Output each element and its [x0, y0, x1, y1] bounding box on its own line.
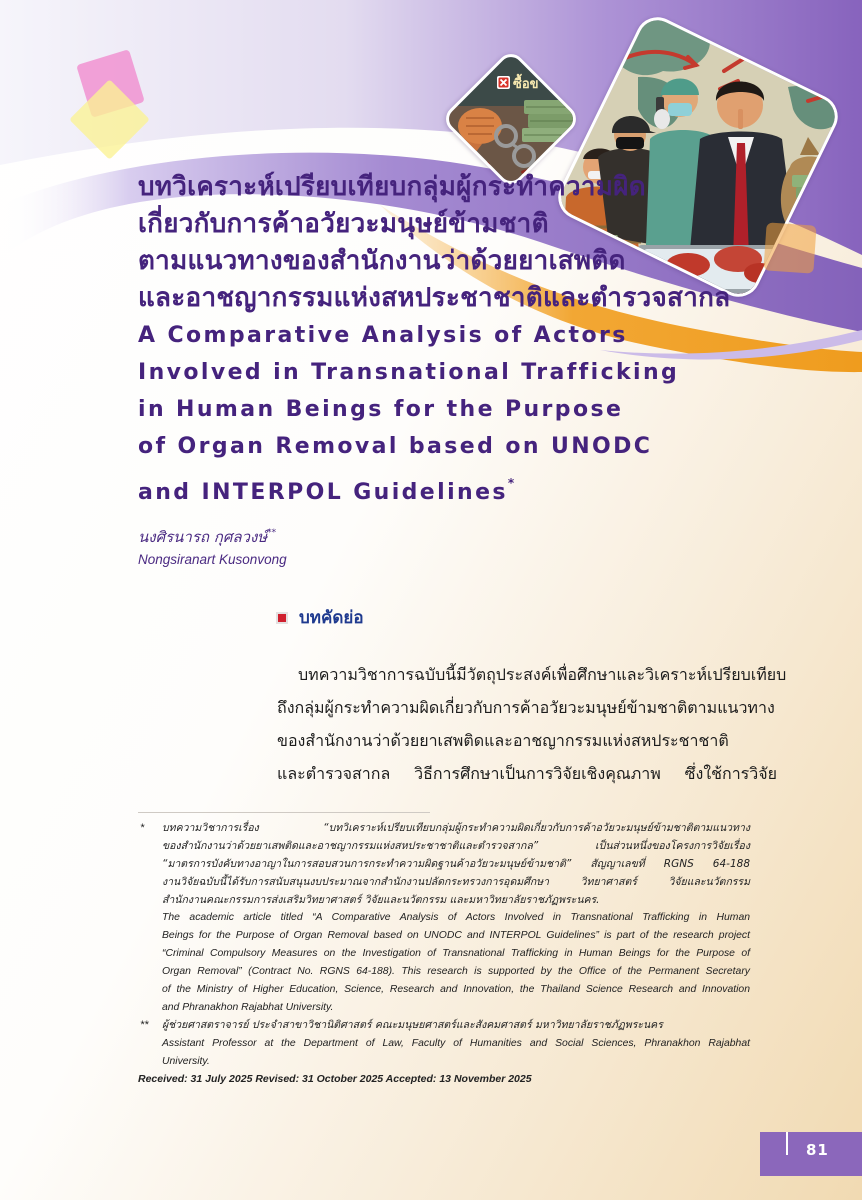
title-english-line-last [138, 465, 730, 505]
abstract-line: ถึงกลุ่มผู้กระทำความผิดเกี่ยวกับการค้าอวัยวะมนุษย์ข้ามชาติตามแนวทาง [277, 698, 775, 717]
abstract-line: และตำรวจสากล วิธีการศึกษาเป็นการวิจัยเชิงคุณภาพ ซึ่งใช้การวิจัย [277, 764, 777, 783]
footnote-marker: ** [140, 1018, 149, 1031]
abstract-heading: บทคัดย่อ [299, 608, 364, 628]
footnote-line: Assistant Professor at the Department of Law, Faculty of Humanities and Social Sciences, Phranakhon Rajabhat [162, 1037, 750, 1049]
footnote-line: งานวิจัยฉบับนี้ได้รับการสนับสนุนงบประมาณจากสำนักงานปลัดกระทรวงการอุดมศึกษา วิทยาศาสตร์ วิจัยและนวัตกรรม [162, 875, 750, 888]
footnote-line: and Phranakhon Rajabhat University. [162, 1001, 334, 1013]
title-english-line: Involved in Transnational Trafficking [138, 360, 680, 385]
image-lettering: ซื้อข [513, 77, 539, 92]
page-number-divider [786, 1132, 788, 1155]
footnote-line: สำนักงานคณะกรรมการส่งเสริมวิทยาศาสตร์ วิจัยและนวัตกรรม และมหาวิทยาลัยราชภัฏพระนคร. [162, 893, 600, 906]
red-square-bullet-icon [276, 612, 288, 624]
finger-on-lips [738, 109, 743, 129]
decorative-orange-square [763, 222, 816, 273]
title-english-line: in Human Beings for the Purpose [138, 397, 624, 422]
title-thai-line: บทวิเคราะห์เปรียบเทียบกลุ่มผู้กระทำความผิด [138, 172, 646, 202]
title-thai-line: เกี่ยวกับการค้าอวัยวะมนุษย์ข้ามชาติ [138, 209, 549, 239]
author-footnote-mark[interactable]: ** [267, 528, 277, 538]
abstract-line: บทความวิชาการฉบับนี้มีวัตถุประสงค์เพื่อศึกษาและวิเคราะห์เปรียบเทียบ [298, 665, 787, 684]
footnote-marker: * [140, 822, 145, 834]
footnote-line: Organ Removal” (Contract No. RGNS 64-188). This research is supported by the Office of the Permanent Secretary [162, 966, 750, 978]
page-number: 81 [806, 1141, 829, 1159]
author-name-thai [138, 523, 276, 547]
author-thai-text: นงศิรนารถ กุศลวงษ์ [138, 528, 268, 546]
footnote-separator [138, 812, 430, 813]
title-english-line: A Comparative Analysis of Actors [138, 323, 628, 348]
article-title [138, 169, 731, 505]
footnote-line: “Criminal Compulsory Measures on the Investigation of Transnational Trafficking in Human Beings for the Purpose of [162, 948, 750, 960]
title-footnote-mark[interactable]: * [507, 476, 515, 490]
footnote-line: University. [162, 1055, 210, 1067]
footnote-line: ผู้ช่วยศาสตราจารย์ ประจำสาขาวิชานิติศาสตร์ คณะมนุษยศาสตร์และสังคมศาสตร์ มหาวิทยาลัยราชภัฏพระนคร [162, 1018, 663, 1031]
footnote-line: Beings for the Purpose of Organ Removal based on UNODC and INTERPOL Guidelines” is part of the research project [162, 930, 750, 942]
title-english-text: and INTERPOL Guidelines [138, 480, 508, 505]
gloved-hand [654, 109, 670, 129]
footnote-affiliation [138, 1017, 750, 1071]
abstract-line: ของสำนักงานว่าด้วยยาเสพติดและอาชญากรรมแห่งสหประชาชาติ [277, 731, 729, 750]
title-thai-line: ตามแนวทางของสำนักงานว่าด้วยยาเสพติด [138, 246, 626, 276]
footnote-line: The academic article titled “A Comparative Analysis of Actors Involved in Transnational Trafficking in Human [162, 912, 750, 924]
footnote-line: บทความวิชาการเรื่อง “บทวิเคราะห์เปรียบเทียบกลุ่มผู้กระทำความผิดเกี่ยวกับการค้าอวัยวะมนุษย์ข้ามชาติตามแนวทาง [162, 822, 750, 834]
title-english-line: of Organ Removal based on UNODC [138, 434, 653, 459]
title-thai-line: และอาชญากรรมแห่งสหประชาชาติและตำรวจสากล [138, 283, 731, 313]
author-name-english: Nongsiranart Kusonvong [138, 552, 287, 567]
footnote-line: ของสำนักงานว่าด้วยยาเสพติดและอาชญากรรมแห่งสหประชาชาติและตำรวจสากล” เป็นส่วนหนึ่งของโครงการวิจัยเรื่อง [162, 839, 750, 852]
abstract-body [277, 658, 787, 790]
submission-dates: Received: 31 July 2025 Revised: 31 October 2025 Accepted: 13 November 2025 [138, 1072, 532, 1085]
page-number-tab [760, 1132, 862, 1176]
footnote-funding [138, 820, 750, 1017]
footnotes [138, 820, 750, 1070]
footnote-line: of the Ministry of Higher Education, Science, Research and Innovation, the Thailand Science Research and Innovation [162, 984, 750, 996]
footnote-line: “มาตรการบังคับทางอาญาในการสอบสวนการกระทำความผิดฐานค้าอวัยวะมนุษย์ข้ามชาติ” สัญญาเลขที่ RGNS 64-188 [162, 857, 750, 870]
